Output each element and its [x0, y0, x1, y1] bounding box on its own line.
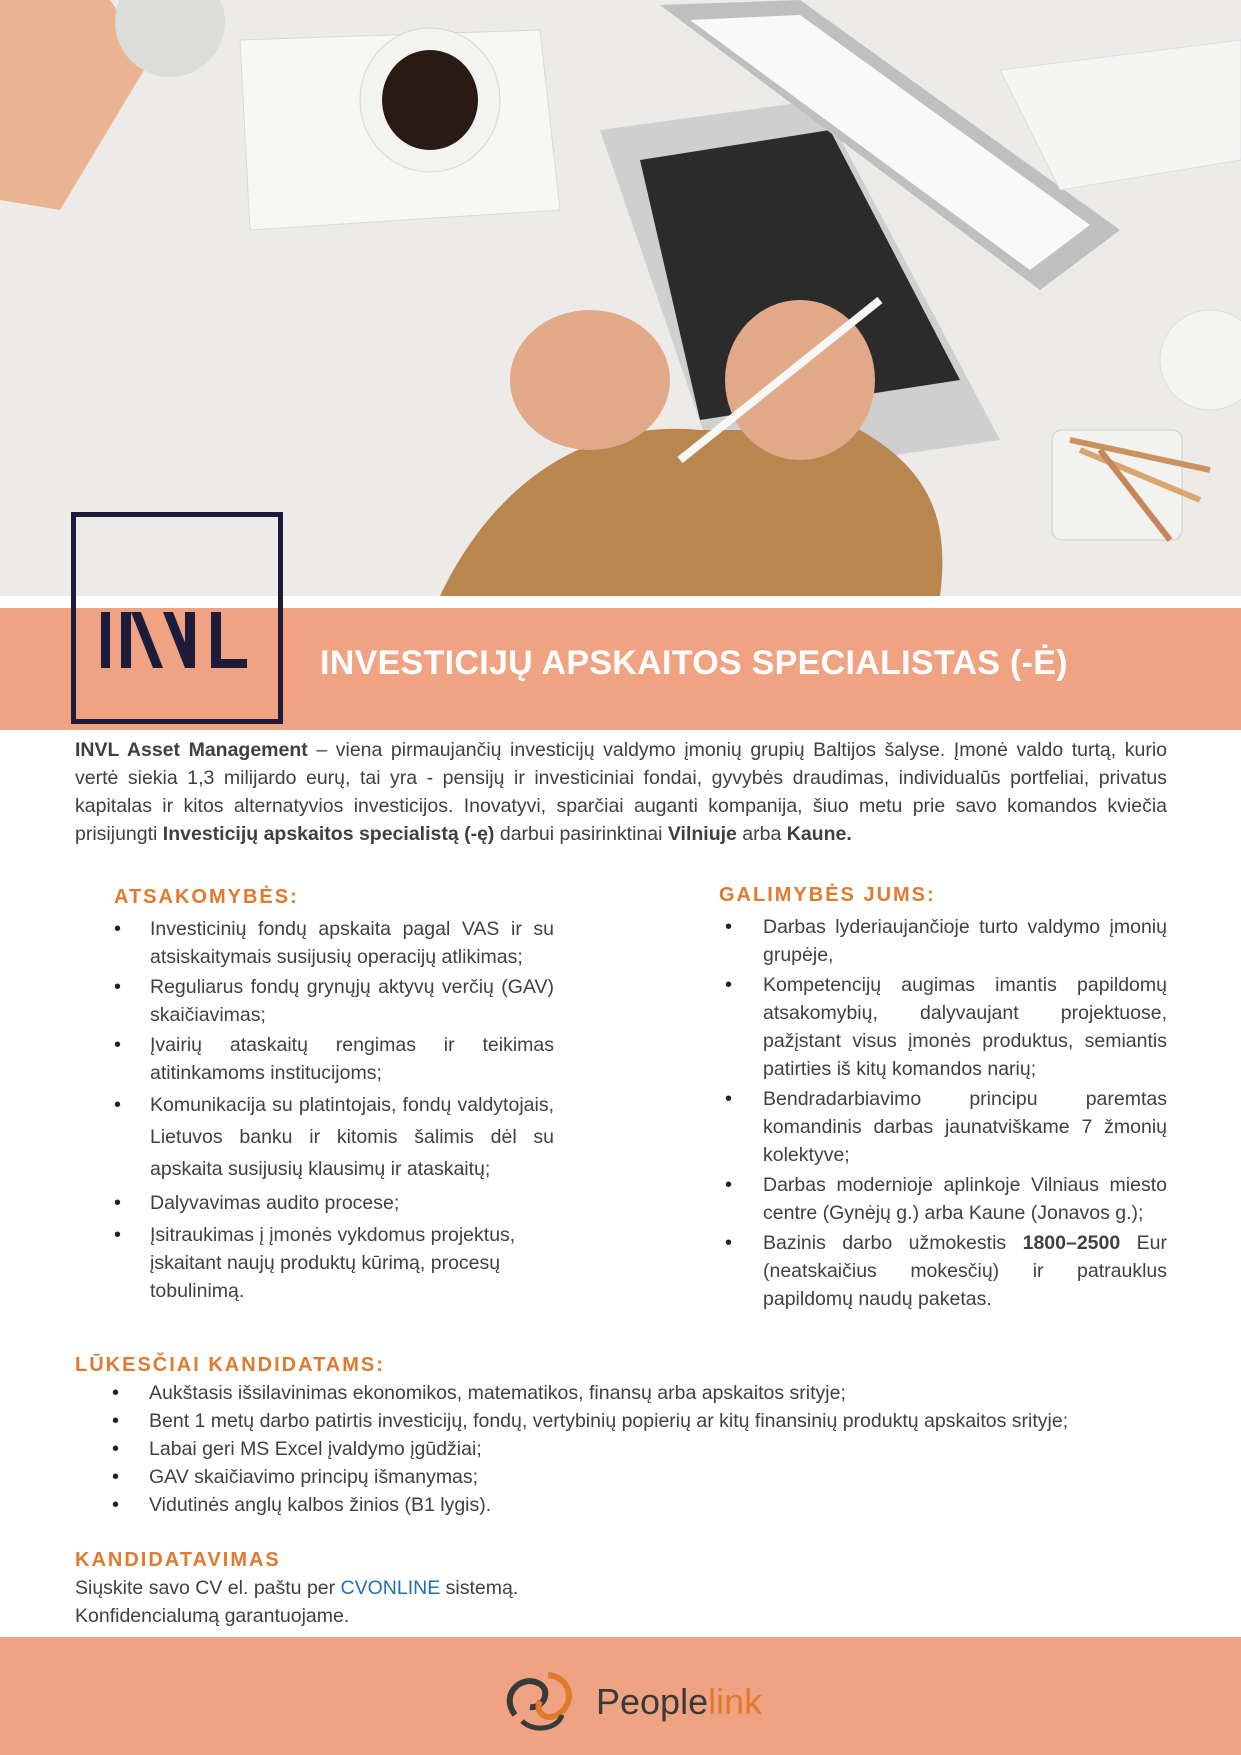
intro-text-3: arba [736, 823, 787, 845]
job-title: INVESTICIJŲ APSKAITOS SPECIALISTAS (-Ė) [320, 644, 1068, 682]
list-item: • Bendradarbiavimo principu paremtas komandinis darbas jaunatviškame 7 žmonių kolektyve; [719, 1085, 1167, 1169]
list-item: • Labai geri MS Excel įvaldymo įgūdžiai; [75, 1435, 1185, 1463]
intro-text-1: – viena pirmaujančių investicijų valdymo įmonių grupių Baltijos šalyse. Įmonė valdo turtą, kurio vertė siekia 1,3 milijardo eurų, tai yra - pensijų ir investiciniai fondai, gyvybės draudimas, individualūs portfeliai, privatus kapitalas ir kitos alternatyvios investicijos. Inovatyvi, sparčiai auganti kompanija, šiuo metu prie savo komandos kviečia prisijungti [75, 739, 1167, 845]
salary-suffix: Eur (neatskaičius mokesčių) ir patrauklus papildomų naudų paketas. [763, 1232, 1167, 1310]
list-item: • Aukštasis išsilavinimas ekonomikos, matematikos, finansų arba apskaitos srityje; [75, 1379, 1185, 1407]
intro-text-2: darbui pasirinktinai [494, 823, 668, 845]
responsibilities-list [114, 915, 554, 1305]
responsibilities-heading: ATSAKOMYBĖS: [114, 886, 299, 908]
application-section [75, 1546, 875, 1630]
list-item: • Kompetencijų augimas imantis papildomų atsakomybių, dalyvaujant projektuose, pažįstant visus įmonės produktus, semiantis patirties iš kitų komandos narių; [719, 971, 1167, 1083]
opportunities-list [719, 913, 1167, 1313]
footer-band [0, 1637, 1241, 1755]
coffee-shape [382, 50, 478, 150]
peoplelink-logo [500, 1665, 763, 1740]
list-item: • Įvairių ataskaitų rengimas ir teikimas atitinkamoms institucijoms; [114, 1031, 554, 1087]
opportunities-heading: GALIMYBĖS JUMS: [719, 884, 936, 906]
list-item-salary [719, 1229, 1167, 1313]
cvonline-link[interactable]: CVONLINE [340, 1577, 441, 1599]
application-line-1 [75, 1574, 875, 1602]
responsibilities-section [114, 886, 554, 1305]
position-name: Investicijų apskaitos specialistą (-ę) [162, 823, 495, 845]
company-name: INVL Asset Management [75, 739, 308, 761]
opportunities-section [719, 884, 1167, 1313]
application-heading: KANDIDATAVIMAS [75, 1549, 281, 1571]
list-item: • Komunikacija su platintojais, fondų valdytojais, Lietuvos banku ir kitomis šalimis dėl su apskaita susijusių klausimų ir ataskaitų; [114, 1089, 554, 1185]
application-prefix: Siųskite savo CV el. paštu per [75, 1577, 341, 1599]
brand-part-1: People [596, 1681, 709, 1722]
left-hand [510, 310, 670, 450]
list-item: • Vidutinės anglų kalbos žinios (B1 lygis). [75, 1491, 1185, 1519]
hero-photo [0, 0, 1241, 596]
list-item: • GAV skaičiavimo principų išmanymas; [75, 1463, 1185, 1491]
expectations-list [75, 1379, 1185, 1519]
expectations-heading: LŪKESČIAI KANDIDATAMS: [75, 1354, 385, 1376]
application-line-2: Konfidencialumą garantuojame. [75, 1605, 350, 1627]
intro-paragraph [75, 736, 1167, 848]
city-kaunas: Kaune. [786, 823, 852, 845]
salary-amount: 1800–2500 [1022, 1232, 1121, 1254]
city-vilnius: Vilniuje [667, 823, 737, 845]
peoplelink-wordmark [596, 1681, 762, 1723]
list-item: • Darbas lyderiaujančioje turto valdymo įmonių grupėje, [719, 913, 1167, 969]
list-item: • Bent 1 metų darbo patirtis investicijų, fondų, vertybinių popierių ar kitų finansinių produktų apskaitos srityje; [75, 1407, 1185, 1435]
list-item: • Investicinių fondų apskaita pagal VAS ir su atsiskaitymais susijusių operacijų atlikimas; [114, 915, 554, 971]
list-item: • Reguliarus fondų grynųjų aktyvų verčių (GAV) skaičiavimas; [114, 973, 554, 1029]
application-suffix: sistemą. [440, 1577, 519, 1599]
invl-logo-mark [101, 612, 251, 672]
expectations-section [75, 1354, 1185, 1519]
invl-logo [71, 512, 283, 724]
salary-prefix: Bazinis darbo užmokestis [763, 1232, 1023, 1254]
list-item: • Įsitraukimas į įmonės vykdomus projektus, įskaitant naujų produktų kūrimą, procesų tobulinimą. [114, 1221, 554, 1305]
brand-part-2: link [708, 1681, 763, 1722]
desk-illustration [0, 0, 1241, 596]
list-item: • Dalyvavimas audito procese; [114, 1189, 554, 1217]
peoplelink-logo-icon [500, 1665, 580, 1735]
list-item: • Darbas modernioje aplinkoje Vilniaus miesto centre (Gynėjų g.) arba Kaune (Jonavos g.); [719, 1171, 1167, 1227]
